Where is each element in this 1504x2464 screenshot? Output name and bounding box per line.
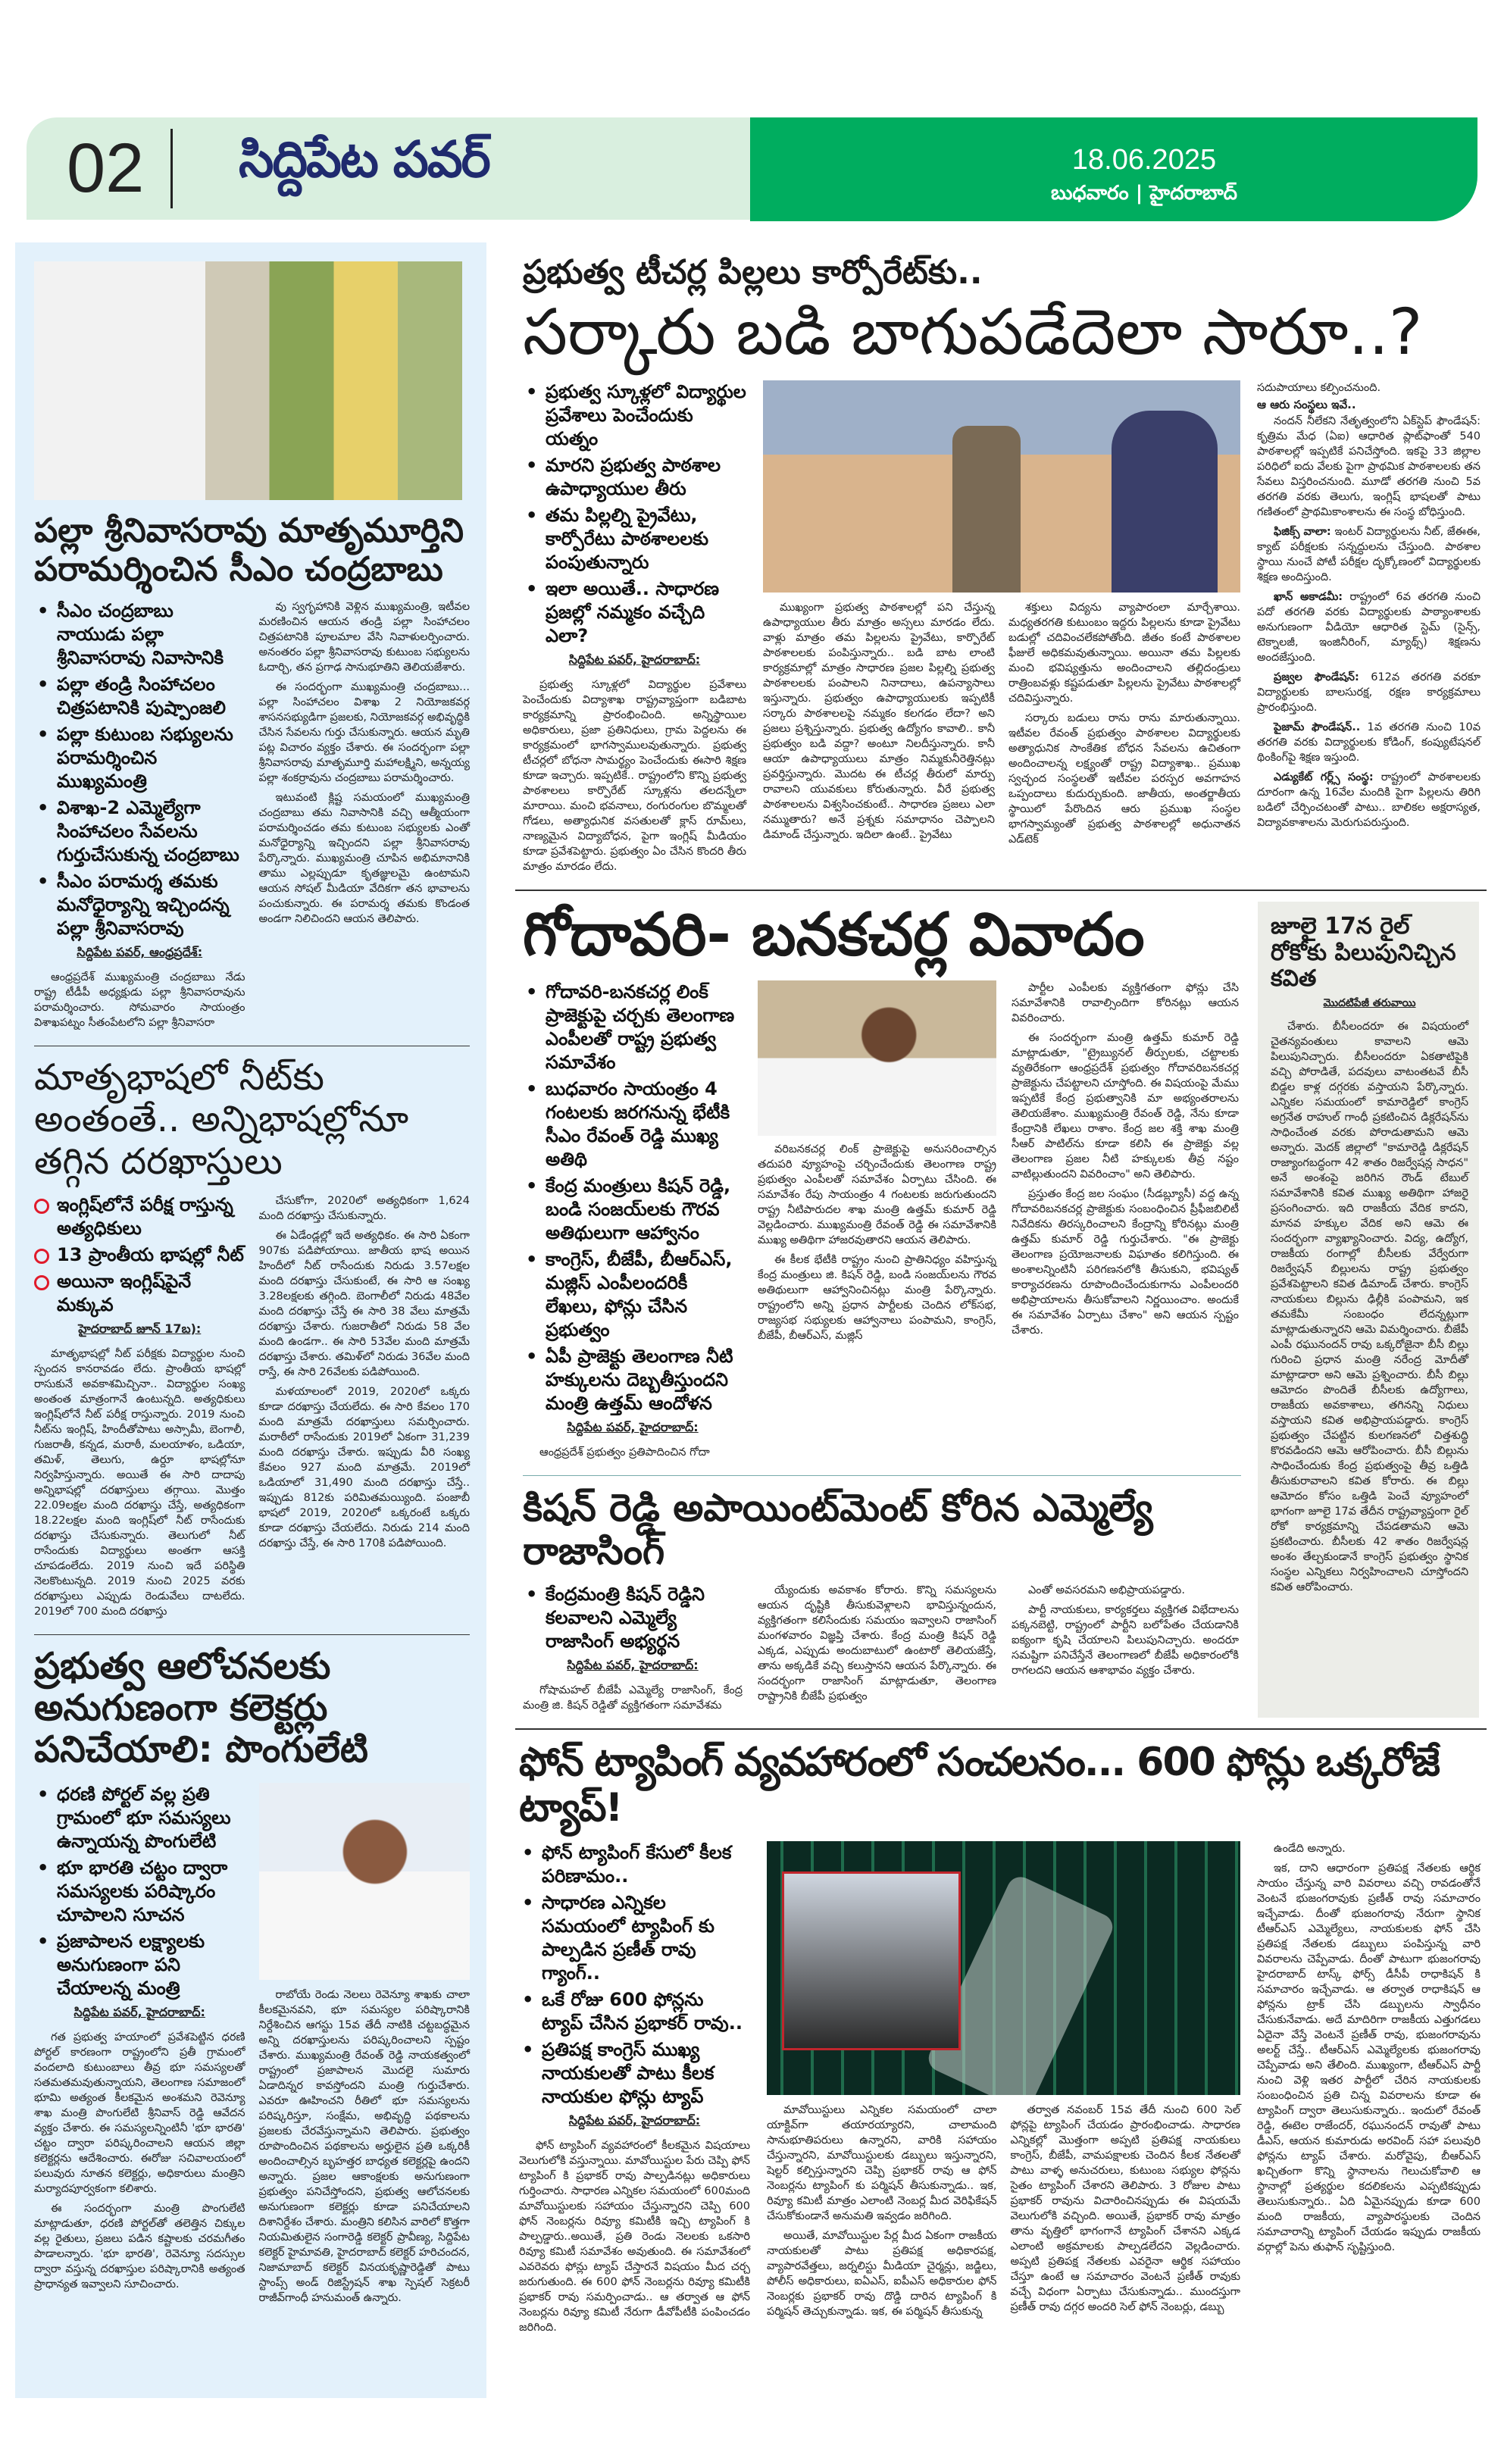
- ponguleti-col2-wrap: [259, 1783, 471, 2310]
- godavari-columns: [523, 980, 1241, 1465]
- article-paragraph: శక్తులు విద్యను వ్యాపారంలా మార్చేశాయి. మధ్యతరగతి కుటుంబం ఇద్దరు పిల్లలను కూడా ప్రైవేటు బడుల్లో చదివించలేకపోతోంది. జీతం కంటే పాఠశాలల ఫీజులే అధికమవుతున్నాయి. అయినా తమ పిల్లలకు మంచి భవిష్యత్తును అందించాలని తల్లిదండ్రులు రాత్రింబవళ్లు కష్టపడుతూ పిల్లలను ప్రైవేటు పాఠశాలల్లో చదివిస్తున్నారు.: [1008, 602, 1240, 705]
- article-paragraph: ఈ ఏడేండ్లల్లో ఇదే అత్యధికం. ఈ సారి ఏకంగా 907కు పడిపోయాయి. జాతీయ భాష అయిన హిందీలో నీట్ రాసేందుకు నిరుడు 3.57లక్షల మంది దరఖాస్తు చేసుకుంటే, ఈ సారి ఆ సంఖ్య 3.28లక్షలకు తగ్గింది. బెంగాలీలో నిరుడు 48వేల మంది దరఖాస్తు చేస్తే ఈ సారి 38 వేలు మాత్రమే దరఖాస్తు చేశారు. గుజరాతీలో నిరుడు 58 వేల మంది ఉండగా.. ఈ సారి 53వేల మంది మాత్రమే దరఖాస్తు చేశారు. తమిళ్‌లో నిరుడు 36వేల మంది రాస్తే, ఈ సారి 26వేలకు పడిపోయింది.: [258, 1229, 470, 1378]
- cm-tribute-photo: [34, 261, 462, 500]
- org-description: 1వ తరగతి నుంచి 10వ తరగతి వరకు విద్యార్థులకు కోడింగ్, కంప్యుటేషనల్ థింకింగ్‌పై శిక్షణ ఇస్తుంది.: [1257, 721, 1481, 765]
- org-name: ఖాన్ అకాడమీ:: [1274, 591, 1343, 604]
- org-description: 612వ తరగతి వరకూ విద్యార్థులకు బాలసురక్ష, రక్షణ కార్యక్రమాలు ప్రారంభిస్తుంది.: [1257, 671, 1481, 714]
- highlight-bullet: • ఒకే రోజు 600 ఫోన్లను ట్యాప్ చేసిన ప్రభాకర్ రావు..: [519, 1988, 750, 2035]
- edtech-org-paragraph: [1257, 524, 1481, 585]
- lead-col2: [763, 600, 995, 847]
- neet-headline: మాతృభాషలో నీట్‌కు అంతంతే.. అన్నిభాషల్లోనూ తగ్గిన దరఖాస్తులు: [34, 1056, 409, 1183]
- edtech-org-paragraph: [1257, 414, 1481, 520]
- phone-tapping-col1: [519, 1841, 750, 2340]
- minister-ponguleti-photo: [259, 1783, 471, 1980]
- kavitha-body: [1271, 1019, 1468, 1595]
- article-paragraph: గోషామహల్ బీజేపీ ఎమ్మెల్యే రాజాసింగ్, కేంద్ర మంత్రి జి. కిషన్ రెడ్డితో వ్యక్తిగతంగా సమావేశమ: [523, 1684, 743, 1712]
- article-paragraph: మాతృభాషల్లో నీట్ పరీక్షకు విద్యార్థుల నుంచి స్పందన కానరావడం లేదు. ప్రాంతీయ భాషల్లో రాసుకునే అవకాశమిచ్చినా.. విద్యార్థుల సంఖ్య అంతంత మాత్రంగానే ఉంటున్నది. అత్యధికులు ఇంగ్లిష్‌లోనే నీట్ పరీక్ష రాస్తున్నారు. 2019 నుంచి నీట్‌ను ఇంగ్లిష్, హిందీతోపాటు అస్సామీ, బెంగాలీ, గుజరాతీ, కన్నడ, మరాఠీ, మలయాళం, ఒడియా, తమిళ్, తెలుగు, ఉర్దూ భాషల్లోనూ నిర్వహిస్తున్నారు. అయితే ఈ సారి దాదాపు అన్నిభాషల్లో దరఖాస్తులు తగ్గాయి. మొత్తం 22.09లక్షల మంది దరఖాస్తు చేస్తే, అత్యధికంగా 18.22లక్షల మంది ఇంగ్లిష్‌లో నీట్ రాసేందుకు దరఖాస్తు చేసుకున్నారు. తెలుగులో నీట్ రాసేందుకు విద్యార్థులు అంతగా ఆసక్తి చూపడంలేదు. 2019 నుంచి ఇదే పరిస్థితి నెలకొంటున్నది. 2019 నుంచి 2025 వరకు దరఖాస్తులు ఎప్పుడు రెండువేలు దాటలేదు. 2019లో 700 మంది దరఖాస్తు: [34, 1347, 245, 1618]
- kavitha-continued: మొదటిపేజీ తరువాయి: [1323, 996, 1416, 1009]
- phone-tapping-byline: సిద్దిపేట పవర్, హైదరాబాద్:: [568, 2113, 701, 2128]
- divider: [523, 1475, 1241, 1476]
- neet-byline: హైదరాబాద్ జూన్ 17బ):: [78, 1321, 202, 1336]
- article-paragraph: గత ప్రభుత్వ హయాంలో ప్రవేశపెట్టిన ధరణి పోర్టల్ కారణంగా రాష్ట్రంలోని ప్రతీ గ్రామంలో వందలాది కుటుంబాలు తీవ్ర భూ సమస్యలతో సతమతమవుతున్నాయని, తెలంగాణ సమాజంలో భూమి అత్యంత కీలకమైన అంశమని రెవెన్యూ శాఖ మంత్రి పొంగులేటి శ్రీనివాస్ రెడ్డి ఆవేదన వ్యక్తం చేశారు. ఈ సమస్యలన్నింటినీ 'భూ భారతి' చట్టం ద్వారా పరిష్కరించాలని ఆయన జిల్లా కలెక్టర్లను ఆదేశించారు. ఈరోజు సచివాలయంలో పలువురు నూతన కలెక్టర్లు, అధికారులు మంత్రిని మర్యాదపూర్వకంగా కలిశారు.: [34, 2031, 245, 2196]
- article-paragraph: ఫోన్ ట్యాపింగ్ వ్యవహారంలో కీలకమైన విషయాలు వెలుగులోకి వస్తున్నాయి. మావోయిస్టుల పేరు చెప్పి ఫోన్ ట్యాపింగ్ కి ప్రభాకర్ రావు పాల్పడినట్లు అధికారులు గుర్తించారు. సాధారణ ఎన్నికల సమయంలో 600మంది మావోయిస్టులకు సహాయం చేస్తున్నారని చెప్పి 600 ఫోన్ నెంబర్లను రివ్యూ కమిటీకి ఇచ్చి ట్యాపింగ్ కి పాల్పడ్డారు..అయితే, ప్రతి రెండు నెలలకు ఒకసారి రివ్యూ కమిటీ సమావేశం అవుతుంది. ఈ సమావేశంలో ఎవరెవరు ఫోన్లు ట్యాప్ చేస్తారనే విషయం మీద చర్చ జరుగుతుంది. ఈ 600 ఫోన్ నెంబర్లను రివ్యూ కమిటీకి ప్రభాకర్ రావు సమర్పించాడు.. ఆ తర్వాత ఆ ఫోన్ నెంబర్లను రివ్యూ కమిటీ నేరుగా డీవోపీటీకి పంపించడం జరిగింది.: [519, 2140, 750, 2334]
- article-paragraph: రాబోయే రెండు నెలలు రెవెన్యూ శాఖకు చాలా కీలకమైనవని, భూ సమస్యల పరిష్కారానికి నిర్దేశించిన ఆగస్టు 15వ తేదీ నాటికి చట్టబద్ధమైన అన్ని దరఖాస్తులను పరిష్కరించాలని స్పష్టం చేశారు. ముఖ్యమంత్రి రేవంత్ రెడ్డి నాయకత్వంలో రాష్ట్రంలో ప్రజాపాలన మొదలై సుమారు ఏడాదిన్నర కావస్తోందని మంత్రి గుర్తుచేశారు. ఎవరూ ఊహించని రీతిలో భూ సమస్యలను పరిష్కరిస్తూ, సంక్షేమ, అభివృద్ధి పథకాలను ప్రజలకు చేరవేస్తున్నామని తెలిపారు. ప్రభుత్వం రూపొందించిన పథకాలను అర్హులైన ప్రతి ఒక్కరికీ అందించాల్సిన బృహత్తర బాధ్యత కలెక్టర్లపై ఉందని అన్నారు. ప్రజల ఆకాంక్షలకు అనుగుణంగా ప్రభుత్వం పనిచేస్తోందని, ప్రభుత్వ ఆలోచనలకు అనుగుణంగా కలెక్టర్లు కూడా పనిచేయాలని దిశానిర్దేశం చేశారు. మంత్రిని కలిసిన వారిలో కొత్తగా నియమితులైన సంగారెడ్డి కలెక్టర్ ప్రావీణ్య, సిద్దిపేట కలెక్టర్ హైమావతి, హైదరాబాద్ కలెక్టర్ హరిచందన, నిజామాబాద్ కలెక్టర్ వినయకృష్ణారెడ్డితో పాటు స్టాంప్స్ అండ్ రిజిస్ట్రేషన్ శాఖ స్పెషల్ సెక్రటరీ రాజీవ్‌గాంధీ హనుమంత్ ఉన్నారు.: [258, 1989, 470, 2305]
- neet-col2: [259, 1193, 471, 1556]
- highlight-bullet: • కేంద్రమంత్రి కిషన్ రెడ్డిని కలవాలని ఎమ్మెల్యే రాజాసింగ్ అభ్యర్థన: [523, 1583, 743, 1653]
- godavari-col3: [1012, 980, 1239, 1343]
- rajasingh-headline: కిషన్ రెడ్డి అపాయింట్‌మెంట్ కోరిన ఎమ్మెల్యే రాజాసింగ్: [523, 1485, 1153, 1574]
- highlight-bullet: • సీఎం పరామర్శ తమకు మనోధైర్యాన్ని ఇచ్చిందన్న పల్లా శ్రీనివాసరావు: [34, 870, 245, 940]
- highlight-bullet: • ఇలా అయితే.. సాధారణ ప్రజల్లో నమ్మకం వచ్చేది ఎలా?: [523, 577, 746, 648]
- ponguleti-col2: [259, 1987, 471, 2306]
- cm-revanth-photo: [758, 980, 996, 1136]
- article-paragraph: ఈ సందర్భంగా ముఖ్యమంత్రి చంద్రబాబు... పల్లా సింహాచలం విశాఖ 2 నియోజకవర్గ శాసనసభ్యుడిగా ప్రజలకు, నియోజకవర్గ అభివృద్ధికి చేసిన సేవలను గుర్తు చేసుకున్నారు. ఆయన మృతి పట్ల విచారం వ్యక్తం చేశారు. ఈ సందర్భంగా పల్లా శ్రీనివాసరావు మాతృమూర్తి మహాలక్ష్మిని, అన్నయ్య పల్లా శంకర్రావును చంద్రబాబు పరామర్శించారు.: [258, 681, 470, 785]
- article-paragraph: ఆంధ్రప్రదేశ్ ప్రభుత్వం ప్రతిపాదించిన గోదా: [539, 1446, 710, 1459]
- divider: [515, 1728, 1487, 1730]
- edtech-subhead: ఆ ఆరు సంస్థలు ఇవే..: [1257, 398, 1356, 412]
- highlight-bullet: • మారని ప్రభుత్వ పాఠశాల ఉపాధ్యాయుల తీరు: [523, 454, 746, 501]
- highlight-bullet: • ధరణి పోర్టల్ వల్ల ప్రతి గ్రామంలో భూ సమస్యలు ఉన్నాయన్న పొంగులేటి: [34, 1783, 245, 1853]
- main-news-area: [515, 254, 1487, 2340]
- lead-middle: [763, 380, 1240, 852]
- student-figure: [1112, 411, 1218, 593]
- highlights-list: [34, 1193, 245, 1317]
- ponguleti-byline: సిద్దిపేట పవర్, హైదరాబాద్:: [73, 2005, 205, 2020]
- issue-day-city: బుధవారం | హైదరాబాద్: [1050, 182, 1238, 205]
- lead-col4: [1257, 380, 1481, 835]
- rajasingh-byline: సిద్దిపేట పవర్, హైదరాబాద్:: [567, 1657, 699, 1672]
- highlight-bullet: • కేంద్ర మంత్రులు కిషన్ రెడ్డి, బండి సంజయ్‌లకు గౌరవ అతిథులుగా ఆహ్వానం: [523, 1174, 743, 1245]
- article-paragraph: ప్రస్తుతం కేంద్ర జల సంఘం (సీడబ్ల్యూసీ) వద్ద ఉన్న గోదావరిబనకచర్ల ప్రాజెక్టుకు సంబంధించిన ప్రీఫీజబిలిటీ నివేదికను తిరస్కరించాలని కేంద్రాన్ని కోరినట్లు మంత్రి ఉత్తమ్ కుమార్ రెడ్డి గుర్తుచేశారు. "ఈ ప్రాజెక్టు తెలంగాణ ప్రయోజనాలకు విఘాతం కలిగిస్తుంది. ఈ అంశాలన్నింటినీ పరిగణనలోకి తీసుకుని, భవిష్యత్ కార్యాచరణను రూపొందించేందుకుగాను ఎంపీలందరి అభిప్రాయాలను తీసుకోవాలని నిర్ణయించాం. అందుకే ఈ సమావేశం ఏర్పాటు చేశాం" అని ఆయన స్పష్టం చేశారు.: [1012, 1187, 1239, 1337]
- edtech-org-list: [1257, 414, 1481, 830]
- article-paragraph: ఎంతో అవసరమని అభిప్రాయపడ్డారు.: [1028, 1584, 1185, 1596]
- highlight-bullet: • పల్లా తండ్రి సింహాచలం చిత్రపటానికి పుష్పాంజలి: [34, 673, 245, 720]
- article-paragraph: ఇక, దాని ఆధారంగా ప్రతిపక్ష నేతలకు ఆర్థిక సాయం చేస్తున్న వారి వివరాలు వచ్చి రావడంతోనే వెంటనే భుజంగరావుకు ప్రణీత్ రావు సమాచారం ఇచ్చేవాడు. దీంతో భుజంగరావు నేరుగా స్థానిక టీఆర్ఎస్ ఎమ్మెల్యేలు, నాయకులకు ఫోన్ చేసి ప్రతిపక్ష నేతలకు డబ్బులు పంపిస్తున్న వారి వివరాలను చెప్పేవాడు. దీంతో పాటుగా భుజంగరావు హైదరాబాద్ టాస్క్ ఫోర్స్ డీసీపీ రాధాకిషన్ కి సమాచారం ఇచ్చేవాడు. ఆ తర్వాత రాధాకిషన్ ఆ ఫోన్లను ట్రాక్ చేసి డబ్బులను స్వాధీనం చేసుకునేవాడు. అదే మాదిరిగా రాజకీయ ఎత్తుగడలు ఏదైనా వేస్తే వెంటనే ప్రణీత్ రావు, భుజంగరావును అలర్ట్ చేస్తే.. టీఆర్ఎస్ ఎమ్మెల్యేలకు భుజంగరావు చెప్పేవాడు అని తేలింది. ముఖ్యంగా, టీఆర్ఎస్ పార్టీ నుంచి వెళ్లి ఇతర పార్టీలో చేరిన నాయకులకు సంబంధించిన ప్రతి చిన్న వివరాలను కూడా ఈ ట్యాపింగ్ ద్వారా తెలుసుకున్నారు.. ఇందులో రేవంత్ రెడ్డి, ఈటెల రాజేందర్, రఘునందన్ రావుతో పాటు డీఎస్, ఆయన కుమారుడు అరవింద్ సహా పలువురి ఫోన్లను ట్యాప్ చేశారు. మరోవైపు, బీఆర్ఎస్ ఖచ్చితంగా కొన్ని స్థానాలను గెలుచుకోవాలి ఆ స్థానాల్లో ప్రత్యర్థుల కదలికలను ఎప్పటికప్పుడు తెలుసుకున్నారు.. ఏది ఏమైనప్పుడు కూడా 600 మంది రాజకీయ, వ్యాపారస్థులకు చెందిన సమాచారాన్ని ట్యాపింగ్ చేయడం ఇప్పుడు రాజకీయ వర్గాల్లో పెను తుఫాన్ సృష్టిస్తుంది.: [1257, 1862, 1481, 2254]
- phone-hacking-photo: [767, 1841, 1240, 2095]
- highlights-list: [34, 1783, 245, 2000]
- article-paragraph: ఇటువంటి క్లిష్ట సమయంలో ముఖ్యమంత్రి చంద్రబాబు తమ నివాసానికి వచ్చి ఆత్మీయంగా పరామర్శించడం తమ కుటుంబ సభ్యులకు ఎంతో మనోధైర్యాన్ని ఇచ్చిందని పల్లా శ్రీనివాసరావు పేర్కొన్నారు. ముఖ్యమంత్రి చూపిన అభిమానానికి తాము ఎల్లప్పుడూ కృతజ్ఞులమై ఉంటామని ఆయన సోషల్ మీడియా వేదికగా తన భావాలను పంచుకున్నారు. ఈ పరామర్శ తమకు కొండంత అండగా నిలిచిందని ఆయన తెలిపారు.: [258, 792, 470, 926]
- highlight-bullet: • ప్రతిపక్ష కాంగ్రెస్ ముఖ్య నాయకులతో పాటు కీలక నాయకుల ఫోన్లు ట్యాప్: [519, 2038, 750, 2109]
- highlight-bullet: • పల్లా కుటుంబ సభ్యులను పరామర్శించిన ముఖ్యమంత్రి: [34, 723, 245, 793]
- article-paragraph: తర్వాత నవంబర్ 15వ తేదీ నుంచి 600 సెల్ ఫోన్లపై ట్యాపింగ్ చేయడం ప్రారంభించాడు. సాధారణ ఎన్నికల్లో మొత్తంగా అప్పటి ప్రతిపక్ష నాయకులు కాంగ్రెస్, బీజేపీ, వామపక్షాలకు చెందిన కీలక నేతలతో పాటు వాళ్ళ అనుచరులు, కుటుంబ సభ్యుల ఫోన్లను సైతం ట్యాపింగ్ చేశారని తెలిపారు. 3 రోజుల పాటు ప్రభాకర్ రావును విచారించినప్పుడు ఈ విషయమే వెలుగులోకి వచ్చింది. అయితే, ప్రభాకర్ రావు మాత్రం తాను వృత్తిలో భాగంగానే ట్యాపింగ్ చేశానని ఎక్కడ ఎలాంటి అక్రమాలకు పాల్పడలేదని వెల్లడించారు. అప్పటి ప్రతిపక్ష నేతలకు ఎవరైనా ఆర్థిక సహాయం చేస్తూ ఉంటే ఆ సమాచారం వెంటనే ప్రణీత్ రావుకు వచ్చే విధంగా ఏర్పాటు చేసుకున్నాడు.. ముందస్తుగా ప్రణీత్ రావు దగ్గర అందరి సెల్ ఫోన్ నెంబర్లు, డబ్బు: [1010, 2104, 1240, 2314]
- highlight-bullet: 13 ప్రాంతీయ భాషల్లో నీట్: [34, 1243, 245, 1267]
- article-paragraph: చేసుకోగా, 2020లో అత్యధికంగా 1,624 మంది దరఖాస్తు చేసుకున్నారు.: [258, 1194, 470, 1222]
- highlights-list: [523, 980, 743, 1415]
- phone-tapping-middle: [767, 1841, 1240, 2324]
- highlight-bullet: • విశాఖ-2 ఎమ్మెల్యేగా సింహాచలం సేవలను గుర్తుచేసుకున్న చంద్రబాబు: [34, 796, 245, 867]
- article-paragraph: ఈ సందర్భంగా మంత్రి ఉత్తమ్ కుమార్ రెడ్డి మాట్లాడుతూ, "ట్రైబ్యునల్ తీర్పులకు, చట్టాలకు వ్యతిరేకంగా ఆంధ్రప్రదేశ్ ప్రభుత్వం గోదావరిబనకచర్ల ప్రాజెక్టును చేపట్టాలని చూస్తోంది. ఈ విషయంపై మేము ఇప్పటికే కేంద్ర ప్రభుత్వానికి మా అభ్యంతరాలను తెలియజేశాం. ముఖ్యమంత్రి రేవంత్ రెడ్డి, నేను కూడా కేంద్రానికి లేఖలు రాశాం. కేంద్ర జల శక్తి శాఖ మంత్రి సీఆర్ పాటిల్‌ను కూడా కలిసి ఈ ప్రాజెక్టు వల్ల తెలంగాణ ప్రజల నీటి హక్కులకు తీవ్ర నష్టం వాటిల్లుతుందని వివరించాం" అని తెలిపారు.: [1012, 1031, 1239, 1180]
- lead-col1: [523, 380, 746, 879]
- rajasingh-col2: [758, 1583, 996, 1709]
- article-paragraph: అయితే, మావోయిస్టుల పేర్ల మీద ఏకంగా రాజకీయ నాయకులతో పాటు ప్రతిపక్ష అధికారపక్ష, వ్యాపారవేత్తలు, జర్నలిస్టు మీడియా చైర్మన్లు, జడ్జిలు, పోలీస్ అధికారులు, ఐఏఎస్, ఐపీఎస్ అధికారుల ఫోన్ నెంబర్లకు ప్రభాకర్ రావు దొడ్డి దారిన ట్యాపింగ్ కి పర్మిషన్ తెచ్చుకున్నాడు. ఇక, ఈ పర్మిషన్ తీసుకున్న: [767, 2230, 997, 2319]
- article-paragraph: ప్రభుత్వ స్కూళ్లలో విద్యార్థుల ప్రవేశాలు పెంచేందుకు విద్యాశాఖ రాష్ట్రవ్యాప్తంగా బడిబాట కార్యక్రమాన్ని ప్రారంభించింది. అన్నిస్థాయిల అధికారులు, ప్రజా ప్రతినిధులు, గ్రామ పెద్దలను ఈ కార్యక్రమంలో భాగస్వాములవుతున్నారు. ప్రభుత్వ టీచర్లలో బోధనా సామర్థ్యం పెంచేందుకు ఈసారి శిక్షణ కూడా ఇచ్చారు. ఇప్పటికే.. రాష్ట్రంలోని కొన్ని ప్రభుత్వ పాఠశాలలు కార్పొరేట్ స్కూళ్లను తలదన్నేలా మారాయి. మంచి భవనాలు, రంగురంగుల బొమ్మలతో గోడలు, అత్యాధునిక వసతులతో క్లాస్ రూమ్‌లు, నాణ్యమైన విద్యాబోధన, పైగా ఇంగ్లిష్ మీడియం కూడా ప్రవేశపెట్టారు. ప్రభుత్వం ఏం చేసిన కొందరి తీరు మాత్రం మారడం లేదు.: [523, 679, 746, 874]
- page-number: 02: [67, 130, 145, 207]
- wiretap-inset-photo: [782, 1871, 961, 2050]
- lead-headline: సర్కారు బడి బాగుపడేదెలా సారూ..?: [523, 294, 1423, 369]
- palla-byline: సిద్దిపేట పవర్, ఆంధ్రప్రదేశ్:: [77, 945, 203, 960]
- divider: [515, 890, 1487, 891]
- article-paragraph: పార్టీల ఎంపీలకు వ్యక్తిగతంగా ఫోన్లు చేసి సమావేశానికి రావాల్సిందిగా కోరినట్లు ఆయన వివరించారు.: [1012, 981, 1239, 1024]
- phone-tapping-col3: [1011, 2103, 1241, 2319]
- neet-columns: [34, 1193, 470, 1624]
- org-name: ప్రజ్వల ఫౌండేషన్:: [1274, 671, 1359, 684]
- highlight-bullet: • ప్రభుత్వ స్కూళ్లలో విద్యార్థుల ప్రవేశాలు పెంచేందుకు యత్నం: [523, 380, 746, 451]
- org-description: నందన్ నీలేకని నేతృత్వంలోని ఏక్‌స్టెప్ ఫౌండేషన్: కృత్రిమ మేధ (ఏఐ) ఆధారిత ప్లాట్‌ఫాంతో 540 పాఠశాలల్లో ఇప్పటికే పనిచేస్తోంది. ఇకపై 33 జిల్లాల పరిధిలో ఐదు వేలకు పైగా ప్రాథమిక పాఠశాలలకు తన సేవలు విస్తరించనుంది. మూడో తరగతి నుంచి 5వ తరగతి వరకు తెలుగు, ఇంగ్లిష్ భాషలతో పాటు గణితంలో ప్రాథమికాంశాలను ఈ సంస్థ బోధిస్తుంది.: [1257, 415, 1481, 519]
- godavari-col1: [523, 980, 743, 1465]
- article-paragraph: ఈ కీలక భేటీకి రాష్ట్రం నుంచి ప్రాతినిధ్యం వహిస్తున్న కేంద్ర మంత్రులు జి. కిషన్ రెడ్డి, బండి సంజయ్‌లను గౌరవ అతిథులుగా ఆహ్వానించినట్లు మంత్రి పేర్కొన్నారు. రాష్ట్రంలోని అన్ని ప్రధాన పార్టీలకు చెందిన లోక్‌సభ, రాజ్యసభ సభ్యులకు ఆహ్వానాలు పంపామని, కాంగ్రెస్, బీజేపీ, బీఆర్ఎస్, మజ్లిస్: [758, 1253, 996, 1342]
- article-paragraph: పార్టీ నాయకులు, కార్యకర్తలు వ్యక్తిగత విభేదాలను పక్కనబెట్టి, రాష్ట్రంలో పార్టీని బలోపేతం చేయడానికి ఐక్యంగా కృషి చేయాలని పిలుపునిచ్చారు. అందరూ సమష్టిగా పనిచేస్తేనే తెలంగాణలో బీజేపీ అధికారంలోకి రాగలదని ఆయన ఆశాభావం వ్యక్తం చేశారు.: [1012, 1603, 1239, 1677]
- article-paragraph: చేశారు. బీసీలందరూ ఈ విషయంలో చైతన్యవంతులు కావాలని ఆమె పిలుపునిచ్చారు. బీసీలందరూ ఏకతాటిపైకి వచ్చి పోరాడితే, పదవులు వాటంతటవే బీసీ బిడ్డల కాళ్ల దగ్గరకు వస్తాయని పేర్కొన్నారు. ఎన్నికల సమయంలో కామారెడ్డిలో కాంగ్రెస్ అగ్రనేత రాహుల్ గాంధీ ప్రకటించిన డిక్లరేషన్‌ను సాధించేంత వరకు పోరాడుతామని ఆమె అన్నారు. మెదక్ జిల్లాలో "కామారెడ్డి డిక్లరేషన్ రాజ్యాంగబద్ధంగా 42 శాతం రిజర్వేషన్ల సాధన" అనే అంశంపై జరిగిన రౌండ్ టేబుల్ సమావేశానికి కవిత ముఖ్య అతిథిగా హాజరై ప్రసంగించారు. ఇది రాజకీయ వేదిక కాదని, మానవ హక్కుల వేదిక అని ఆమె ఈ సందర్భంగా వ్యాఖ్యానించారు. విద్య, ఉద్యోగ, రాజకీయ రంగాల్లో బీసీలకు వేర్వేరుగా రిజర్వేషన్ బిల్లులను రాష్ట్ర ప్రభుత్వం ప్రవేశపెట్టాలని కవిత డిమాండ్ చేశారు. కాంగ్రెస్ నాయకులు బిల్లును ఢిల్లీకి పంపామని, ఇక తమకేమీ సంబంధం లేదన్నట్లుగా మాట్లాడుతున్నారని ఆమె విమర్శించారు. బీజేపీ ఎంపీ రఘునందన్ రావు ఒక్కరోజైనా బీసీ బిల్లు గురించి ప్రధాన మంత్రి నరేంద్ర మోదీతో మాట్లాడారా అని ఆమె ప్రశ్నించారు. బీసీ బిల్లు ఆమోదం పొందితే బీసీలకు ఉద్యోగాలు, రాజకీయ అవకాశాలు, తగినన్ని నిధులు వస్తాయని కవిత అభిప్రాయపడ్డారు. కాంగ్రెస్ ప్రభుత్వం చేపట్టిన కులగణనలో చిత్తశుద్ధి కొరవడిందని ఆమె ఆరోపించారు. బీసీ బిల్లును సాధించేందుకు కేంద్ర ప్రభుత్వంపై తీవ్ర ఒత్తిడి తీసుకురావాలని కవిత కోరారు. ఈ బిల్లు ఆమోదం కోసం ఒత్తిడి పెంచే వ్యూహంలో భాగంగా జూలై 17వ తేదీన రాష్ట్రవ్యాప్తంగా రైల్ రోకో కార్యక్రమాన్ని చేపడతామని ఆమె ప్రకటించారు. బీసీలకు 42 శాతం రిజర్వేషన్ల అంశం తేల్చకుండానే కాంగ్రెస్ ప్రభుత్వం స్థానిక సంస్థల ఎన్నికలు నిర్వహించాలని చూస్తోందని కవిత ఆరోపించారు.: [1271, 1020, 1468, 1593]
- highlight-bullet: • ఫోన్ ట్యాపింగ్ కేసులో కీలక పరిణామం..: [519, 1841, 750, 1888]
- article-paragraph: య్యేందుకు అవకాశం కోరారు. కొన్ని సమస్యలను ఆయన దృష్టికి తీసుకువెళ్లాలని భావిస్తున్నందున, వ్యక్తిగతంగా కలిసేందుకు సమయం ఇవ్వాలని రాజాసింగ్ మంగళవారం విజ్ఞప్తి చేశారు. కేంద్ర మంత్రి కిషన్ రెడ్డి ఎక్కడ, ఎప్పుడు అందుబాటులో ఉంటారో తెలియజేస్తే, తాను అక్కడికే వచ్చి కలుస్తానని ఆయన పేర్కొన్నారు. ఈ సందర్భంగా రాజాసింగ్ మాట్లాడుతూ, తెలంగాణ రాష్ట్రానికి బీజేపీ ప్రభుత్వం: [758, 1584, 996, 1703]
- godavari-byline: సిద్దిపేట పవర్, హైదరాబాద్:: [567, 1419, 699, 1434]
- highlight-bullet: • బుధవారం సాయంత్రం 4 గంటలకు జరగనున్న భేటీకి సీఎం రేవంత్ రెడ్డి ముఖ్య అతిథి: [523, 1077, 743, 1171]
- masthead-title: సిద్దిపేట పవర్: [239, 130, 489, 189]
- issue-date: 18.06.2025: [1071, 144, 1217, 176]
- article-paragraph: సర్కారు బడులు రాను రాను మారుతున్నాయి. ఇటీవల రేవంత్ ప్రభుత్వం పాఠశాలల విద్యార్థులకు అత్యాధునిక సాంకేతిక బోధన సేవలను ఉచితంగా అందించాలన్న లక్ష్యంతో రాష్ట్ర విద్యాశాఖ.. ప్రముఖ స్వచ్ఛంద సంస్థలతో ఇటీవల పరస్పర అవగాహన ఒప్పందాలు కుదుర్చుకుంది. జాతీయ, అంతర్జాతీయ స్థాయిలో పేరొందిన ఆరు ప్రముఖ సంస్థల భాగస్వామ్యంతో ప్రభుత్వ పాఠశాలల్లో అధునాతన ఎడ్‌టెక్: [1008, 712, 1240, 846]
- highlights-list: [34, 599, 245, 940]
- article-paragraph: ముఖ్యంగా ప్రభుత్వ పాఠశాలల్లో పని చేస్తున్న ఉపాధ్యాయుల తీరు మాత్రం అస్సలు మారడం లేదు. వాళ్లు మాత్రం తమ పిల్లలను ప్రైవేటు, కార్పొరేట్ పాఠశాలలకు పంపిస్తున్నారు.. బడి బాట లాంటి కార్యక్రమాల్లో మాత్రం సాధారణ ప్రజల పిల్లల్ని ప్రభుత్వ పాఠశాలలకు పంపాలని నినాదాలు, ఉపన్యాసాలు ఇస్తున్నారు. ప్రభుత్వం ఉపాధ్యాయులకు ఇప్పటికీ సర్కారు పాఠశాలలపై నమ్మకం కలగడం లేదా? అని ప్రజలు ప్రశ్నిస్తున్నారు. ప్రభుత్వ ఉద్యోగం కావాలి.. కానీ ప్రభుత్వం బడి వద్దా? అంటూ నిలదీస్తున్నారు. కానీ ఆయా ఉపాధ్యాయులు మాత్రం నిమ్మకునీరెత్తినట్లు ప్రవర్తిస్తున్నారు. మొదట ఈ టీచర్ల తీరులో మార్పు రావాలని యువకులు కోరుతున్నారు. వీరే ప్రభుత్వ పాఠశాలలను విశ్వసించకుంటే.. సాధారణ ప్రజలు ఎలా నమ్ముతారు? అనే ప్రశ్నకు సమాధానం చెప్పాలని డిమాండ్ చేస్తున్నారు. ఇదిలా ఉంటే.. ప్రైవేటు: [763, 602, 995, 842]
- highlight-bullet: • భూ భారతి చట్టం ద్వారా సమస్యలకు పరిష్కారం చూపాలని సూచన: [34, 1856, 245, 1927]
- left-news-panel: [15, 242, 486, 2398]
- edtech-intro: సదుపాయాలు కల్పించనుంది.: [1257, 382, 1381, 395]
- phone-tapping-columns: [515, 1841, 1487, 2340]
- phone-tapping-headline: ఫోన్ ట్యాపింగ్ వ్యవహారంలో సంచలనం... 600 ఫోన్లు ఒక్కరోజే ట్యాప్!: [519, 1739, 1439, 1831]
- highlight-bullet: అయినా ఇంగ్లిష్‌పైనే మక్కువ: [34, 1270, 245, 1317]
- highlight-bullet: • తమ పిల్లల్ని ప్రైవేటు, కార్పోరేటు పాఠశాలలకు పంపుతున్నారు: [523, 504, 746, 574]
- edtech-org-paragraph: [1257, 720, 1481, 765]
- lead-columns: [515, 380, 1487, 879]
- schoolchildren-photo: [763, 380, 1240, 593]
- godavari-headline: గోదావరి- బనకచర్ల వివాదం: [523, 901, 1145, 970]
- article-paragraph: ఆంధ్రప్రదేశ్ ముఖ్యమంత్రి చంద్రబాబు నేడు రాష్ట్ర టీడీపీ అధ్యక్షుడు పల్లా శ్రీనివాసరావును పరామర్శించారు. సోమవారం సాయంత్రం విశాఖపట్నం సీతంపేటలోని పల్లా శ్రీనివాసరా: [34, 971, 245, 1030]
- neet-col1: [34, 1193, 245, 1624]
- article-paragraph: వరిబనకచర్ల లింక్ ప్రాజెక్టుపై అనుసరించాల్సిన తదుపరి వ్యూహంపై చర్చించేందుకు తెలంగాణ రాష్ట్ర ప్రభుత్వం ఎంపీలతో సమావేశం ఏర్పాటు చేసింది. ఈ సమావేశం రేపు సాయంత్రం 4 గంటలకు జరుగుతుందని రాష్ట్ర నీటిపారుదల శాఖ మంత్రి ఉత్తమ్ కుమార్ రెడ్డి వెల్లడించారు. ముఖ్యమంత్రి రేవంత్ రెడ్డి ఈ సమావేశానికి ముఖ్య అతిథిగా హాజరవుతారని ఆయన తెలిపారు.: [758, 1143, 996, 1246]
- middle-stories: [515, 902, 1241, 1718]
- lead-kicker: ప్రభుత్వ టీచర్ల పిల్లలు కార్పోరేట్‌కు..: [523, 253, 983, 292]
- highlights-list: [523, 1583, 743, 1653]
- palla-col2: [259, 599, 471, 931]
- ponguleti-headline: ప్రభుత్వ ఆలోచనలకు అనుగుణంగా కలెక్టర్లు పనిచేయాలి: పొంగులేటి: [34, 1644, 368, 1771]
- middle-band: [515, 902, 1487, 1718]
- palla-headline: పల్లా శ్రీనివాసరావు మాతృమూర్తిని పరామర్శించిన సీఎం చంద్రబాబు: [34, 511, 464, 589]
- godavari-col2: [758, 1142, 996, 1343]
- edtech-org-paragraph: [1257, 670, 1481, 715]
- article-paragraph: వు స్వగృహానికి వెళ్లిన ముఖ్యమంత్రి, ఇటీవల మరణించిన ఆయన తండ్రి పల్లా సింహాచలం చిత్రపటానికి పూలమాల వేసి నివాళులర్పించారు. అనంతరం పల్లా శ్రీనివాసరావు కుటుంబ సభ్యులను ఓదార్చి, తన ప్రగాఢ సానుభూతిని తెలియజేశారు.: [258, 601, 470, 674]
- kavitha-box: [1258, 902, 1479, 1718]
- student-figure: [952, 426, 1021, 593]
- kavitha-headline: జూలై 17న రైల్ రోకోకు పిలుపునిచ్చిన కవిత: [1271, 913, 1456, 993]
- header-divider: [170, 129, 173, 208]
- org-name: ఫిజిక్స్ వాలా:: [1274, 526, 1331, 539]
- org-description: ఇంటర్ విద్యార్థులను నీట్, జేఈఈ, క్యాట్ పరీక్షలకు సన్నద్ధులను చేస్తుంది. పాఠశాల స్థాయి నుంచే పోటీ పరీక్షల దృక్కోణంలో విద్యార్థులకు శిక్షణ అందిస్తుంది.: [1257, 526, 1481, 584]
- palla-col1: [34, 599, 245, 1035]
- highlight-bullet: • ఏపీ ప్రాజెక్టు తెలంగాణ నీటి హక్కులను దెబ్బతీస్తుందని మంత్రి ఉత్తమ్ ఆందోళన: [523, 1345, 743, 1415]
- palla-columns: [34, 599, 470, 1035]
- org-name: పైజామ్ ఫౌండేషన్..: [1274, 721, 1361, 734]
- article-paragraph: మావోయిస్టులు ఎన్నికల సమయంలో చాలా యాక్టివ్‌గా తయారయ్యారని, చాలామంది సానుభూతిపరులు ఉన్నారని, వారికి సహాయం చేస్తున్నారని, మావోయిస్టులకు డబ్బులు ఇస్తున్నారని, షెల్టర్ కల్పిస్తున్నారని చెప్పి ప్రభాకర్ రావు ఆ ఫోన్ నెంబర్లను ట్యాపింగ్ కు పర్మిషన్ తీసుకున్నాడు.. ఇక, రివ్యూ కమిటీ మాత్రం ఎలాంటి నెంబర్ల మీద వెరిఫికేషన్ చేసుకోకుండానే అనుమతి ఇవ్వడం జరిగింది.: [767, 2104, 997, 2223]
- article-paragraph: ఈ సందర్భంగా మంత్రి పొంగులేటి మాట్లాడుతూ, ధరణి పోర్టల్‌తో తలెత్తిన చిక్కుల వల్ల రైతులు, ప్రజలు పడిన కష్టాలకు చరమగీతం పాడాలన్నారు. 'భూ భారతి', రెవెన్యూ సదస్సుల ద్వారా వస్తున్న దరఖాస్తుల పరిష్కారానికి అత్యంత ప్రాధాన్యత ఇవ్వాలని సూచించారు.: [34, 2203, 245, 2291]
- phone-tapping-col2: [767, 2103, 997, 2324]
- divider: [34, 1634, 470, 1635]
- highlight-bullet: • సాధారణ ఎన్నికల సమయంలో ట్యాపింగ్ కు పాల్పడిన ప్రణీత్ రావు గ్యాంగ్..: [519, 1891, 750, 1985]
- lead-byline: సిద్దిపేట పవర్, హైదరాబాద్:: [568, 652, 701, 668]
- lead-col3: [1008, 600, 1240, 852]
- rajasingh-col3: [1012, 1583, 1239, 1683]
- highlight-bullet: • ప్రజాపాలన లక్ష్యాలకు అనుగుణంగా పని చేయాలన్న మంత్రి: [34, 1930, 245, 2000]
- highlights-list: [523, 380, 746, 648]
- org-description: రాష్ట్రంలో పాఠశాలలకు దూరంగా ఉన్న 16వేల మందికి పైగా పిల్లలను తిరిగి బడిలో చేర్పించటంతో పాటు.. బాలికల అక్షరాస్యత, విద్యావకాశాలను మెరుగుపరుస్తుంది.: [1257, 771, 1481, 830]
- article-paragraph: ఉండేది అన్నారు.: [1274, 1843, 1346, 1856]
- ponguleti-columns: [34, 1783, 470, 2310]
- highlight-bullet: • సీఎం చంద్రబాబు నాయుడు పల్లా శ్రీనివాసరావు నివాసానికి: [34, 599, 245, 670]
- org-name: ఎడ్యుకేట్ గర్ల్స్ సంస్థ:: [1274, 771, 1374, 784]
- highlight-bullet: ఇంగ్లిష్‌లోనే పరీక్ష రాస్తున్న అత్యధికులు: [34, 1193, 245, 1240]
- article-paragraph: మళయాలంలో 2019, 2020లో ఒక్కరు కూడా దరఖాస్తు చేయలేదు. ఈ సారి కేవలం 170 మంది మాత్రమే దరఖాస్తులు సమర్పించారు. మరాఠీలో రాసేందుకు 2019లో ఏకంగా 31,239 మంది దరఖాస్తు చేశారు. ఇప్పుడు వీరి సంఖ్య కేవలం 927 మంది మాత్రమే. 2019లో ఒడియాలో 31,490 మంది దరఖాస్తు చేస్తే.. ఇప్పుడు 812కు పరిమితమయ్యింది. పంజాబీ భాషలో 2019, 2020లో ఒక్కరంటే ఒక్కరు కూడా దరఖాస్తు చేయలేదు. నిరుడు 214 మంది దరఖాస్తు చేస్తే, ఈ సారి 170కి పడిపోయింది.: [258, 1385, 470, 1549]
- org-description: రాష్ట్రంలో 6వ తరగతి నుంచి పదో తరగతి వరకు విద్యార్థులకు పాఠ్యాంశాలకు అనుగుణంగా వీడియో ఆధారిత స్టెమ్ (సైన్స్, టెక్నాలజీ, ఇంజినీరింగ్, మ్యాథ్స్) శిక్షణను అందజేస్తుంది.: [1257, 591, 1481, 664]
- rajasingh-columns: [523, 1583, 1241, 1718]
- highlights-list: [519, 1841, 750, 2109]
- highlight-bullet: • కాంగ్రెస్, బీజేపీ, బీఆర్ఎస్, మజ్లిస్ ఎంపీలందరికీ లేఖలు, ఫోన్లు చేసిన ప్రభుత్వం: [523, 1248, 743, 1342]
- godavari-col2-wrap: [758, 980, 996, 1348]
- rajasingh-col1: [523, 1583, 743, 1718]
- phone-tapping-col4: [1257, 1841, 1481, 2259]
- edtech-org-paragraph: [1257, 770, 1481, 830]
- ponguleti-col1: [34, 1783, 245, 2297]
- edtech-org-paragraph: [1257, 589, 1481, 665]
- highlight-bullet: • గోదావరి-బనకచర్ల లింక్ ప్రాజెక్టుపై చర్చకు తెలంగాణ ఎంపీలతో రాష్ట్ర ప్రభుత్వ సమావేశం: [523, 980, 743, 1074]
